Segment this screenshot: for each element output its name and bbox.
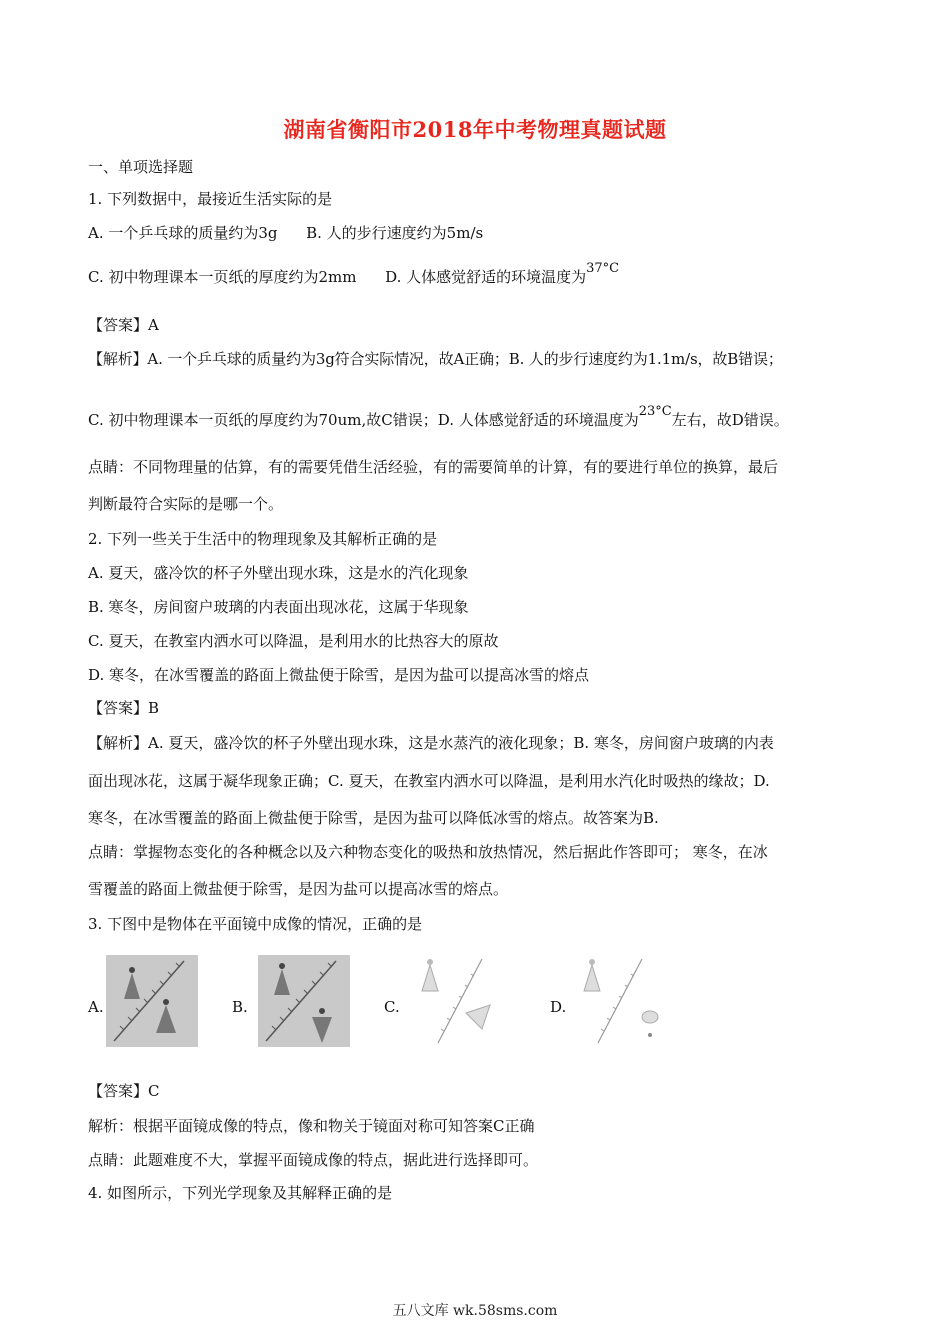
q2-answer: 【答案】B [88,699,160,717]
q2-option-b: B. 寒冬，房间窗户玻璃的内表面出现冰花，这属于华现象 [88,598,469,616]
q1-stem: 1. 下列数据中，最接近生活实际的是 [88,190,333,208]
q1-options-ab: A. 一个乒乓球的质量约为3g B. 人的步行速度约为5m/s [88,224,484,242]
page-title: 湖南省衡阳市2018年中考物理真题试题 [283,117,667,142]
q2-analysis-1: 【解析】A. 夏天，盛冷饮的杯子外壁出现水珠，这是水蒸汽的液化现象；B. 寒冬，房间窗户玻璃的内表 [88,734,774,752]
q1-tip-1: 点睛：不同物理量的估算，有的需要凭借生活经验，有的需要简单的计算，有的要进行单位的换算，最后 [88,458,779,476]
q3-figure-a [106,955,198,1047]
q3-analysis: 解析：根据平面镜成像的特点，像和物关于镜面对称可知答案C正确 [88,1117,535,1135]
q3-tip: 点睛：此题难度不大，掌握平面镜成像的特点，据此进行选择即可。 [88,1151,539,1169]
q2-tip-2: 雪覆盖的路面上微盐便于除雪，是因为盐可以提高冰雪的熔点。 [88,880,509,898]
q3-answer: 【答案】C [88,1082,160,1100]
q1-tip-2: 判断最符合实际的是哪一个。 [88,495,284,513]
q2-tip-1: 点睛：掌握物态变化的各种概念以及六种物态变化的吸热和放热情况，然后据此作答即可； 寒冬，在冰 [88,843,768,861]
q1-answer: 【答案】A [88,316,159,334]
q3-label-c: C. [384,998,400,1016]
q3-label-b: B. [232,998,248,1016]
section-heading: 一、单项选择题 [88,158,194,176]
q2-analysis-3: 寒冬，在冰雪覆盖的路面上微盐便于除雪，是因为盐可以降低冰雪的熔点。故答案为B. [88,809,659,827]
q1-options-cd [88,261,878,289]
q2-option-a: A. 夏天，盛冷饮的杯子外壁出现水珠，这是水的汽化现象 [88,564,469,582]
q1-options-cd-text: C. 初中物理课本一页纸的厚度约为2mm D. 人体感觉舒适的环境温度为 [88,268,587,286]
q3-figure-c [408,955,500,1047]
q1-analysis-2-text: C. 初中物理课本一页纸的厚度约为70um,故C错误；D. 人体感觉舒适的环境温度为 [88,411,639,429]
footer-watermark: 五八文库 wk.58sms.com [392,1303,558,1319]
q2-option-d: D. 寒冬，在冰雪覆盖的路面上微盐便于除雪，是因为盐可以提高冰雪的熔点 [88,666,590,684]
q1-analysis-temp-value: 23 [638,404,656,419]
q3-figure-b [258,955,350,1047]
q1-analysis-2 [88,404,878,432]
q1-temp-value: 37 [586,261,603,276]
q3-label-a: A. [88,998,104,1016]
q3-label-d: D. [550,998,567,1016]
q3-stem: 3. 下图中是物体在平面镜中成像的情况，正确的是 [88,915,423,933]
q2-analysis-2: 面出现冰花，这属于凝华现象正确；C. 夏天，在教室内洒水可以降温，是利用水汽化时吸热的缘故；D. [88,772,770,790]
q1-analysis-1: 【解析】A. 一个乒乓球的质量约为3g符合实际情况，故A正确；B. 人的步行速度约为1.1m/s，故B错误； [88,350,783,368]
q1-analysis-temp-unit: °C [655,404,672,419]
q4-stem: 4. 如图所示，下列光学现象及其解释正确的是 [88,1184,393,1202]
q3-figures [0,950,950,1050]
q3-figure-d [576,955,668,1047]
q2-option-c: C. 夏天，在教室内洒水可以降温，是利用水的比热容大的原故 [88,632,499,650]
q2-stem: 2. 下列一些关于生活中的物理现象及其解析正确的是 [88,530,438,548]
q1-temp-unit: °C [602,261,620,276]
q1-analysis-2-tail: 左右，故D错误。 [671,411,789,429]
